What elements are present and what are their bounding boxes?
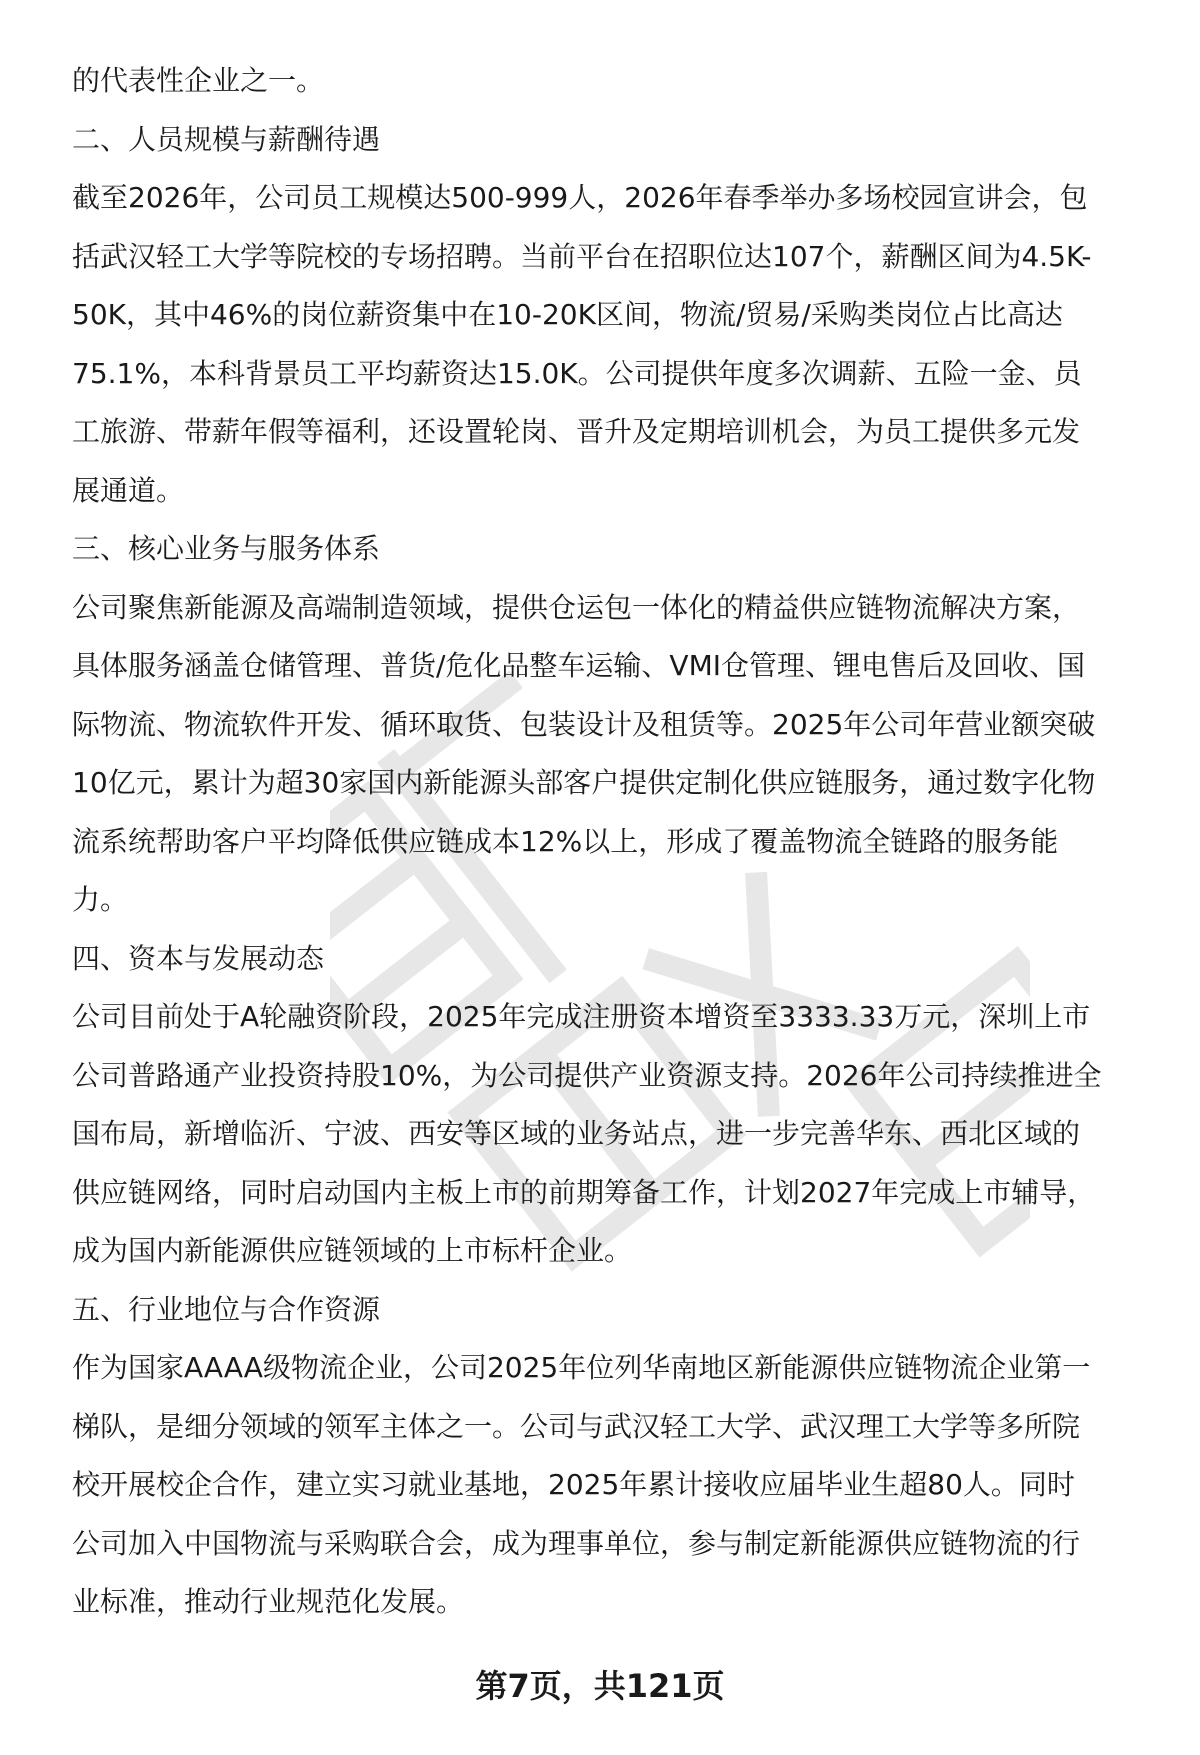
text-line: 公司普路通产业投资持股10%，为公司提供产业资源支持。2026年公司持续推进全 (72, 1058, 1102, 1092)
text-line: 10亿元，累计为超30家国内新能源头部客户提供定制化供应链服务，通过数字化物 (72, 766, 1096, 799)
text-line: 校开展校企合作，建立实习就业基地，2025年累计接收应届毕业生超80人。同时 (72, 1468, 1075, 1501)
text-line: 的代表性企业之一。 (72, 64, 325, 97)
text-line: 国布局，新增临沂、宁波、西安等区域的业务站点，进一步完善华东、西北区域的 (72, 1117, 1081, 1150)
text-line: 具体服务涵盖仓储管理、普货/危化品整车运输、VMI仓管理、锂电售后及回收、国 (72, 649, 1086, 682)
text-line: 75.1%，本科背景员工平均薪资达15.0K。公司提供年度多次调薪、五险一金、员 (72, 356, 1082, 390)
text-line: 业标准，推动行业规范化发展。 (72, 1585, 465, 1618)
text-line: 作为国家AAAA级物流企业，公司2025年位列华南地区新能源供应链物流企业第一 (72, 1351, 1091, 1384)
page-number: 第7页，共121页 (475, 1667, 725, 1705)
document-body (72, 52, 1152, 1632)
text-line: 成为国内新能源供应链领域的上市标杆企业。 (72, 1234, 633, 1267)
text-line: 公司加入中国物流与采购联合会，成为理事单位，参与制定新能源供应链物流的行 (72, 1526, 1081, 1560)
text-line: 际物流、物流软件开发、循环取货、包装设计及租赁等。2025年公司年营业额突破 (72, 707, 1096, 741)
text-line: 括武汉轻工大学等院校的专场招聘。当前平台在招职位达107个，薪酬区间为4.5K- (72, 239, 1092, 273)
text-line: 供应链网络，同时启动国内主板上市的前期筹备工作，计划2027年完成上市辅导， (72, 1175, 1096, 1209)
text-line: 截至2026年，公司员工规模达500-999人，2026年春季举办多场校园宣讲会，包 (72, 181, 1088, 214)
text-line: 50K，其中46%的岗位薪资集中在10-20K区间，物流/贸易/采购类岗位占比高达 (72, 298, 1063, 331)
text-line: 工旅游、带薪年假等福利，还设置轮岗、晋升及定期培训机会，为员工提供多元发 (72, 415, 1081, 448)
text-line: 公司聚焦新能源及高端制造领域，提供仓运包一体化的精益供应链物流解决方案， (72, 590, 1081, 624)
text-line: 流系统帮助客户平均降低供应链成本12%以上，形成了覆盖物流全链路的服务能 (72, 824, 1059, 858)
section-heading: 四、资本与发展动态 (72, 941, 325, 975)
section-heading: 五、行业地位与合作资源 (72, 1292, 381, 1326)
section-heading: 二、人员规模与薪酬待遇 (72, 122, 381, 156)
section-heading: 三、核心业务与服务体系 (72, 532, 381, 565)
text-line: 展通道。 (72, 473, 185, 507)
text-line: 力。 (72, 883, 129, 916)
text-line: 梯队，是细分领域的领军主体之一。公司与武汉轻工大学、武汉理工大学等多所院 (72, 1409, 1081, 1443)
text-line: 公司目前处于A轮融资阶段，2025年完成注册资本增资至3333.33万元，深圳上市 (72, 1000, 1091, 1033)
